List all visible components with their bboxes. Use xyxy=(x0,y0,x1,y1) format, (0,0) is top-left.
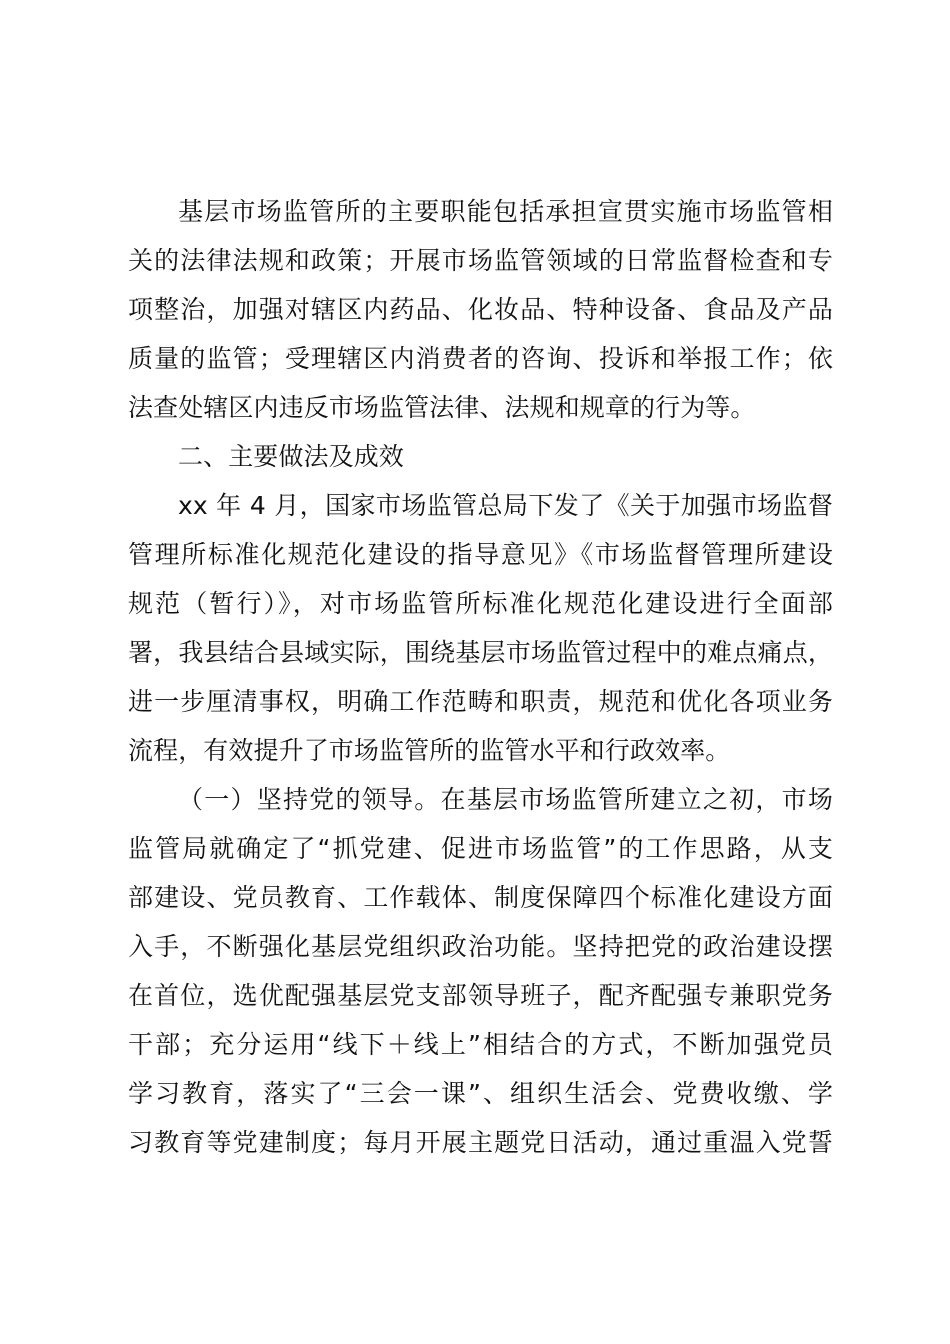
paragraph-line: 规范（暂行）》，对市场监管所标准化规范化建设进行全面部 xyxy=(128,589,833,618)
paragraph-line: xx 年 4 月，国家市场监管总局下发了《关于加强市场监督 xyxy=(178,491,833,520)
paragraph-line: 习教育等党建制度；每月开展主题党日活动，通过重温入党誓 xyxy=(128,1128,833,1157)
section-heading: 二、主要做法及成效 xyxy=(178,442,404,471)
paragraph-line: 基层市场监管所的主要职能包括承担宣贯实施市场监管相 xyxy=(178,197,833,226)
subsection-line: （一）坚持党的领导。在基层市场监管所建立之初，市场 xyxy=(178,785,833,814)
document-body xyxy=(128,187,833,1167)
paragraph-line: 署，我县结合县域实际，围绕基层市场监管过程中的难点痛点， xyxy=(128,638,833,667)
paragraph-line: 项整治，加强对辖区内药品、化妆品、特种设备、食品及产品 xyxy=(128,295,833,324)
paragraph-line: 干部；充分运用“线下＋线上”相结合的方式，不断加强党员 xyxy=(128,1030,833,1059)
paragraph-line: 质量的监管；受理辖区内消费者的咨询、投诉和举报工作；依 xyxy=(128,344,833,373)
paragraph-line: 在首位，选优配强基层党支部领导班子，配齐配强专兼职党务 xyxy=(128,981,833,1010)
paragraph-line: 监管局就确定了“抓党建、促进市场监管”的工作思路，从支 xyxy=(128,834,833,863)
paragraph-line: 入手，不断强化基层党组织政治功能。坚持把党的政治建设摆 xyxy=(128,932,833,961)
paragraph-line: 流程，有效提升了市场监管所的监管水平和行政效率。 xyxy=(128,736,731,765)
paragraph-line: 部建设、党员教育、工作载体、制度保障四个标准化建设方面 xyxy=(128,883,833,912)
paragraph-line: 关的法律法规和政策；开展市场监管领域的日常监督检查和专 xyxy=(128,246,833,275)
paragraph-line: 学习教育，落实了“三会一课”、组织生活会、党费收缴、学 xyxy=(128,1079,833,1108)
paragraph-line: 法查处辖区内违反市场监管法律、法规和规章的行为等。 xyxy=(128,393,756,422)
paragraph-line: 管理所标准化规范化建设的指导意见》《市场监督管理所建设 xyxy=(128,540,833,569)
paragraph-line: 进一步厘清事权，明确工作范畴和职责，规范和优化各项业务 xyxy=(128,687,833,716)
